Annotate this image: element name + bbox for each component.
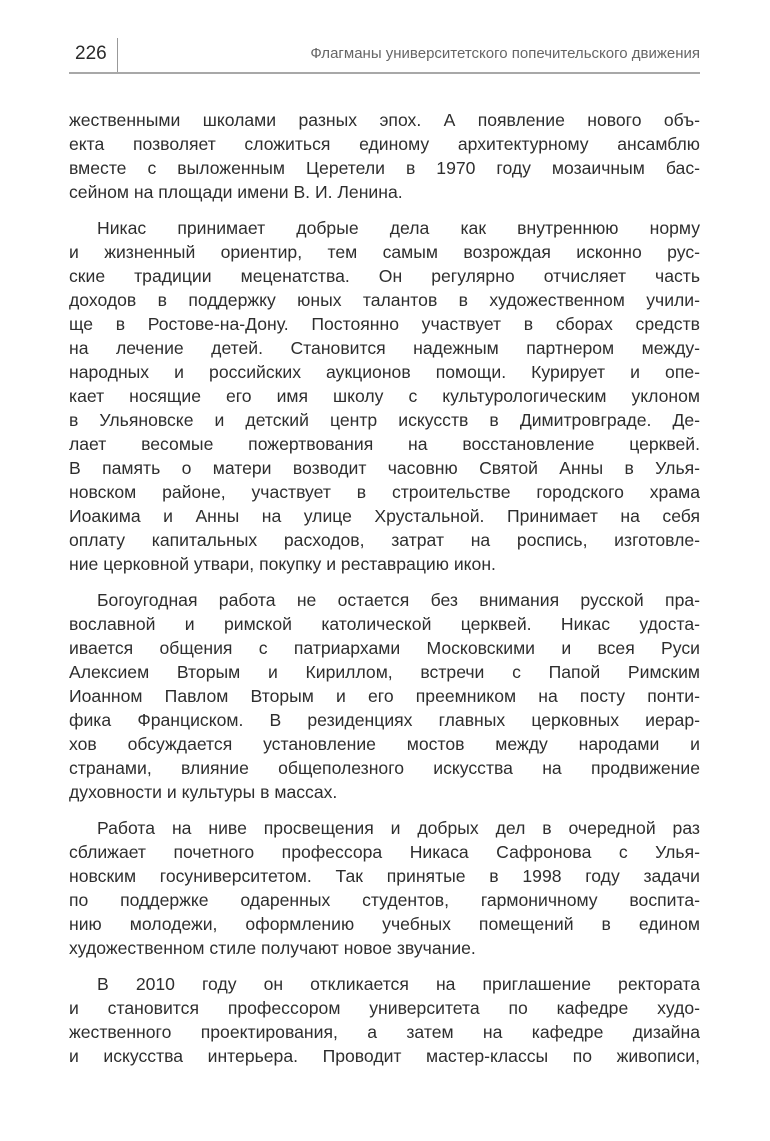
text-line: сейном на площади имени В. И. Ленина.: [69, 182, 403, 202]
text-line: Никас принимает добрые дела как внутреннюю норму: [97, 218, 700, 238]
text-line: народных и российских аукционов помощи. Курирует и опе-: [69, 362, 700, 382]
text-line: Иоакима и Анны на улице Хрустальной. Принимает на себя: [69, 506, 700, 526]
text-line: фика Франциском. В резиденциях главных церковных иерар-: [69, 710, 700, 730]
text-line: ивается общения с патриархами Московскими и всея Руси: [69, 638, 700, 658]
text-line: художественном стиле получают новое звучание.: [69, 938, 476, 958]
text-line: жественного проектирования, а затем на кафедре дизайна: [69, 1022, 700, 1042]
text-line: екта позволяет сложиться единому архитектурному ансамблю: [69, 134, 700, 154]
text-line: духовности и культуры в массах.: [69, 782, 338, 802]
text-line: новском районе, участвует в строительстве городского храма: [69, 482, 700, 502]
text-line: в Ульяновске и детский центр искусств в Димитровграде. Де-: [69, 410, 700, 430]
text-line: В память о матери возводит часовню Святой Анны в Улья-: [69, 458, 700, 478]
text-line: вославной и римской католической церквей. Никас удоста-: [69, 614, 700, 634]
page-header: [69, 38, 700, 74]
text-line: и жизненный ориентир, тем самым возрождая исконно рус-: [69, 242, 700, 262]
paragraph: [69, 816, 700, 960]
page-number: 226: [75, 43, 107, 64]
paragraph: [69, 588, 700, 804]
header-divider: [117, 38, 118, 73]
text-line: Богоугодная работа не остается без внимания русской пра-: [97, 590, 700, 610]
running-title: Флагманы университетского попечительского движения: [310, 45, 700, 62]
text-line: ще в Ростове-на-Дону. Постоянно участвует в сборах средств: [69, 314, 700, 334]
text-line: доходов в поддержку юных талантов в художественном учили-: [69, 290, 700, 310]
text-line: Иоанном Павлом Вторым и его преемником на посту понти-: [69, 686, 700, 706]
text-line: жественными школами разных эпох. А появление нового объ-: [69, 110, 700, 130]
text-line: странами, влияние общеполезного искусства на продвижение: [69, 758, 700, 778]
text-line: вместе с выложенным Церетели в 1970 году мозаичным бас-: [69, 158, 700, 178]
text-line: лает весомые пожертвования на восстановление церквей.: [69, 434, 700, 454]
text-line: хов обсуждается установление мостов между народами и: [69, 734, 700, 754]
text-line: ские традиции меценатства. Он регулярно отчисляет часть: [69, 266, 700, 286]
text-line: оплату капитальных расходов, затрат на роспись, изготовле-: [69, 530, 700, 550]
paragraph: [69, 972, 700, 1068]
text-line: по поддержке одаренных студентов, гармоничному воспита-: [69, 890, 700, 910]
header-rule: [69, 72, 700, 74]
text-line: новским госуниверситетом. Так принятые в 1998 году задачи: [69, 866, 700, 886]
text-line: на лечение детей. Становится надежным партнером между-: [69, 338, 700, 358]
text-line: и искусства интерьера. Проводит мастер-классы по живописи,: [69, 1046, 700, 1066]
paragraph: [69, 108, 700, 204]
paragraph: [69, 216, 700, 576]
text-line: ние церковной утвари, покупку и реставрацию икон.: [69, 554, 496, 574]
text-line: и становится профессором университета по кафедре худо-: [69, 998, 700, 1018]
text-line: нию молодежи, оформлению учебных помещений в едином: [69, 914, 700, 934]
text-line: Алексием Вторым и Кириллом, встречи с Папой Римским: [69, 662, 700, 682]
text-line: В 2010 году он откликается на приглашение ректората: [97, 974, 700, 994]
body-text: [69, 108, 700, 1080]
text-line: кает носящие его имя школу с культурологическим уклоном: [69, 386, 700, 406]
text-line: сближает почетного профессора Никаса Сафронова с Улья-: [69, 842, 700, 862]
text-line: Работа на ниве просвещения и добрых дел в очередной раз: [97, 818, 700, 838]
